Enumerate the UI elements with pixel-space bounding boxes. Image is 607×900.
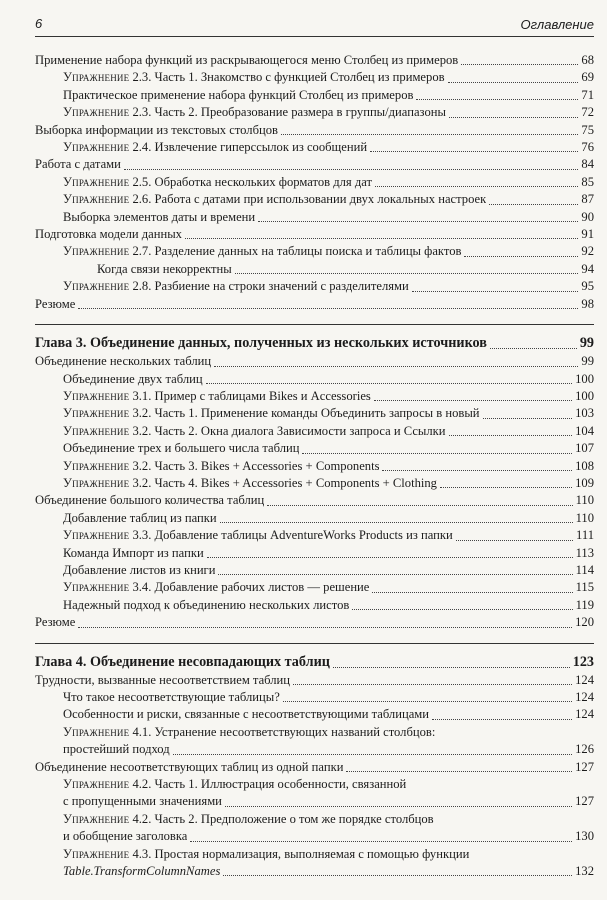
toc-entry[interactable]: Объединение большого количества таблиц 110	[35, 493, 594, 508]
toc-entry-first-line[interactable]: Упражнение 4.1. Устранение несоответствующих названий столбцов:	[63, 724, 436, 739]
toc-entry-first-line[interactable]: Упражнение 4.2. Часть 1. Иллюстрация особенности, связанной	[63, 777, 407, 792]
toc-entry[interactable]: Особенности и риски, связанные с несоответствующими таблицами 124	[63, 707, 594, 722]
toc-entry[interactable]: Упражнение 3.4. Добавление рабочих листов — решение 115	[63, 580, 594, 595]
toc-entry-first-line[interactable]: Упражнение 4.2. Часть 2. Предположение о том же порядке столбцов	[63, 811, 434, 826]
toc-entry[interactable]: Добавление таблиц из папки 110	[63, 510, 594, 525]
toc-entry[interactable]: Упражнение 2.4. Извлечение гиперссылок из сообщений 76	[63, 140, 594, 155]
toc-entry[interactable]: Выборка элементов даты и времени 90	[63, 209, 594, 224]
toc-entry[interactable]: Подготовка модели данных 91	[35, 227, 594, 242]
table-of-contents	[35, 52, 594, 880]
toc-entry[interactable]: Упражнение 3.2. Часть 2. Окна диалога Зависимости запроса и Ссылки 104	[63, 423, 594, 438]
toc-entry[interactable]: Резюме 120	[35, 615, 594, 630]
toc-entry[interactable]: Упражнение 2.5. Обработка нескольких форматов для дат 85	[63, 174, 594, 189]
toc-entry[interactable]: простейший подход 126	[63, 742, 594, 757]
toc-entry[interactable]: Упражнение 2.3. Часть 1. Знакомство с функцией Столбец из примеров 69	[63, 70, 594, 85]
toc-entry[interactable]: Резюме 98	[35, 296, 594, 311]
toc-entry[interactable]: Практическое применение набора функций Столбец из примеров 71	[63, 87, 594, 102]
toc-entry[interactable]: Выборка информации из текстовых столбцов 75	[35, 122, 594, 137]
toc-entry[interactable]: Объединение нескольких таблиц 99	[35, 354, 594, 369]
toc-chapter-4[interactable]: Глава 4. Объединение несовпадающих таблиц 123	[35, 643, 594, 672]
toc-entry[interactable]: Упражнение 2.6. Работа с датами при использовании двух локальных настроек 87	[63, 192, 594, 207]
toc-entry[interactable]: Применение набора функций из раскрывающегося меню Столбец из примеров 68	[35, 53, 594, 67]
toc-entry[interactable]: Команда Импорт из папки 113	[63, 545, 594, 560]
toc-entry[interactable]: Упражнение 3.1. Пример с таблицами Bikes и Accessories 100	[63, 388, 594, 403]
toc-entry[interactable]: Что такое несоответствующие таблицы? 124	[63, 690, 594, 704]
toc-entry[interactable]: с пропущенными значениями 127	[63, 794, 594, 809]
toc-chapter-3[interactable]: Глава 3. Объединение данных, полученных из нескольких источников 99	[35, 324, 594, 353]
toc-entry[interactable]: Объединение трех и большего числа таблиц 107	[63, 441, 594, 456]
toc-entry[interactable]: Объединение двух таблиц 100	[63, 371, 594, 386]
toc-entry[interactable]: Упражнение 3.2. Часть 1. Применение команды Объединить запросы в новый 103	[63, 406, 594, 421]
toc-entry[interactable]: Table.TransformColumnNames 132	[63, 864, 594, 879]
toc-entry[interactable]: Упражнение 3.2. Часть 3. Bikes + Accessories + Components 108	[63, 458, 594, 473]
toc-entry[interactable]: Упражнение 2.8. Разбиение на строки значений с разделителями 95	[63, 279, 594, 294]
page-number: 6	[35, 16, 43, 31]
toc-entry[interactable]: Упражнение 2.3. Часть 2. Преобразование размера в группы/диапазоны 72	[63, 105, 594, 120]
toc-entry[interactable]: Трудности, вызванные несоответствием таблиц 124	[35, 672, 594, 687]
toc-entry[interactable]: Надежный подход к объединению нескольких листов 119	[63, 597, 594, 612]
toc-entry[interactable]: и обобщение заголовка 130	[63, 829, 594, 844]
toc-entry[interactable]: Работа с датами 84	[35, 157, 594, 172]
toc-entry[interactable]: Добавление листов из книги 114	[63, 562, 594, 577]
page-header	[35, 14, 594, 37]
toc-entry[interactable]: Упражнение 3.3. Добавление таблицы AdventureWorks Products из папки 111	[63, 528, 594, 543]
toc-entry[interactable]: Объединение несоответствующих таблиц из одной папки 127	[35, 759, 594, 774]
toc-entry-first-line[interactable]: Упражнение 4.3. Простая нормализация, выполняемая с помощью функции	[63, 846, 470, 861]
toc-entry[interactable]: Упражнение 3.2. Часть 4. Bikes + Accessories + Components + Clothing 109	[63, 475, 594, 490]
toc-entry[interactable]: Упражнение 2.7. Разделение данных на таблицы поиска и таблицы фактов 92	[63, 244, 594, 259]
toc-entry[interactable]: Когда связи некорректны 94	[97, 261, 594, 276]
running-title: Оглавление	[520, 17, 594, 32]
